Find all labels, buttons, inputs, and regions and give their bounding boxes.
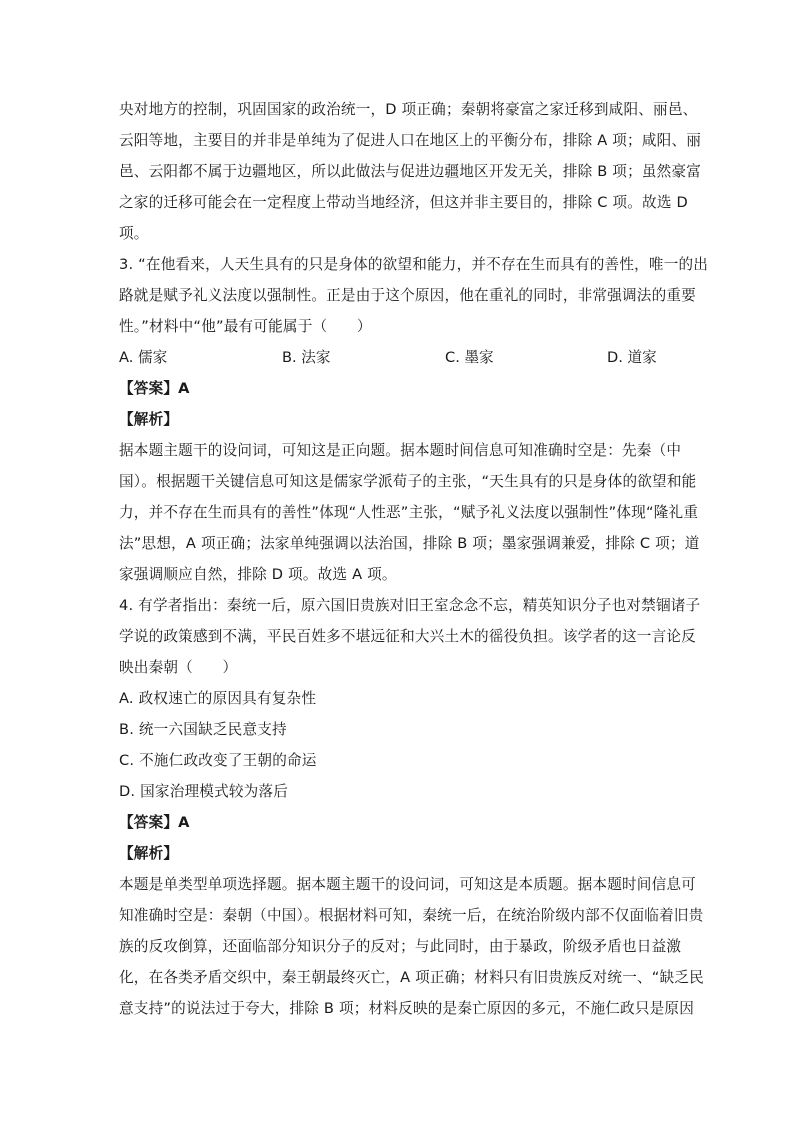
option-c: C. 不施仁政改变了王朝的命运 (119, 752, 317, 769)
question-3-stem: 路就是赋予礼义法度以强制性。正是由于这个原因，他在重礼的同时，非常强调法的重要 (119, 287, 696, 304)
question-4-stem: 4. 有学者指出：秦统一后，原六国旧贵族对旧王室念念不忘，精英知识分子也对禁锢诸子 (119, 597, 701, 614)
option-d: D. 国家治理模式较为落后 (119, 783, 289, 800)
answer-label: 【答案】A (119, 814, 190, 831)
question-4-stem: 映出秦朝（ ） (119, 659, 238, 676)
analysis-line: 法”思想，A 项正确；法家单纯强调以法治国，排除 B 项；墨家强调兼爱，排除 C 项；道 (119, 535, 700, 552)
option-a: A. 政权速亡的原因具有复杂性 (119, 690, 317, 707)
analysis-line: 据本题主题干的设问词，可知这是正向题。据本题时间信息可知准确时空是：先秦（中 (119, 442, 682, 459)
option-b: B. 统一六国缺乏民意支持 (119, 721, 287, 738)
analysis-label: 【解析】 (119, 845, 179, 862)
continuation-line: 央对地方的控制，巩固国家的政治统一，D 项正确；秦朝将豪富之家迁移到咸阳、丽邑、 (119, 101, 698, 118)
analysis-label: 【解析】 (119, 411, 179, 428)
question-4-stem: 学说的政策感到不满，平民百姓多不堪远征和大兴土木的徭役负担。该学者的这一言论反 (119, 628, 696, 645)
option-a: A. 儒家 (119, 349, 168, 366)
analysis-line: 知准确时空是：秦朝（中国）。根据材料可知，秦统一后，在统治阶级内部不仅面临着旧贵 (119, 907, 704, 924)
option-c: C. 墨家 (445, 349, 494, 366)
continuation-line: 项。 (119, 225, 149, 242)
analysis-line: 族的反攻倒算，还面临部分知识分子的反对；与此同时，由于暴政，阶级矛盾也日益激 (119, 938, 682, 955)
option-b: B. 法家 (282, 349, 331, 366)
analysis-line: 意支持”的说法过于夸大，排除 B 项；材料反映的是秦亡原因的多元，不施仁政只是原因 (119, 1000, 695, 1017)
answer-label: 【答案】A (119, 380, 190, 397)
document-page (119, 94, 709, 1024)
question-3-stem: 3. “在他看来，人天生具有的只是身体的欲望和能力，并不存在生而具有的善性，唯一的出 (119, 256, 709, 273)
option-d: D. 道家 (607, 349, 657, 366)
analysis-line: 国）。根据题干关键信息可知这是儒家学派荀子的主张，“天生具有的只是身体的欲望和能 (119, 473, 697, 490)
analysis-line: 化，在各类矛盾交织中，秦王朝最终灭亡，A 项正确；材料只有旧贵族反对统一、“缺乏民 (119, 969, 704, 986)
continuation-line: 邑、云阳都不属于边疆地区，所以此做法与促进边疆地区开发无关，排除 B 项；虽然豪富 (119, 163, 702, 180)
question-3-options (119, 342, 679, 373)
analysis-line: 家强调顺应自然，排除 D 项。故选 A 项。 (119, 566, 397, 583)
analysis-line: 力，并不存在生而具有的善性”体现“人性恶”主张，“赋予礼义法度以强制性”体现“隆礼重 (119, 504, 699, 521)
continuation-line: 之家的迁移可能会在一定程度上带动当地经济，但这并非主要目的，排除 C 项。故选 D (119, 194, 688, 211)
continuation-line: 云阳等地，主要目的并非是单纯为了促进人口在地区上的平衡分布，排除 A 项；咸阳、丽 (119, 132, 702, 149)
analysis-line: 本题是单类型单项选择题。据本题主题干的设问词，可知这是本质题。据本题时间信息可 (119, 876, 696, 893)
question-3-stem: 性。”材料中“他”最有可能属于（ ） (119, 318, 372, 335)
